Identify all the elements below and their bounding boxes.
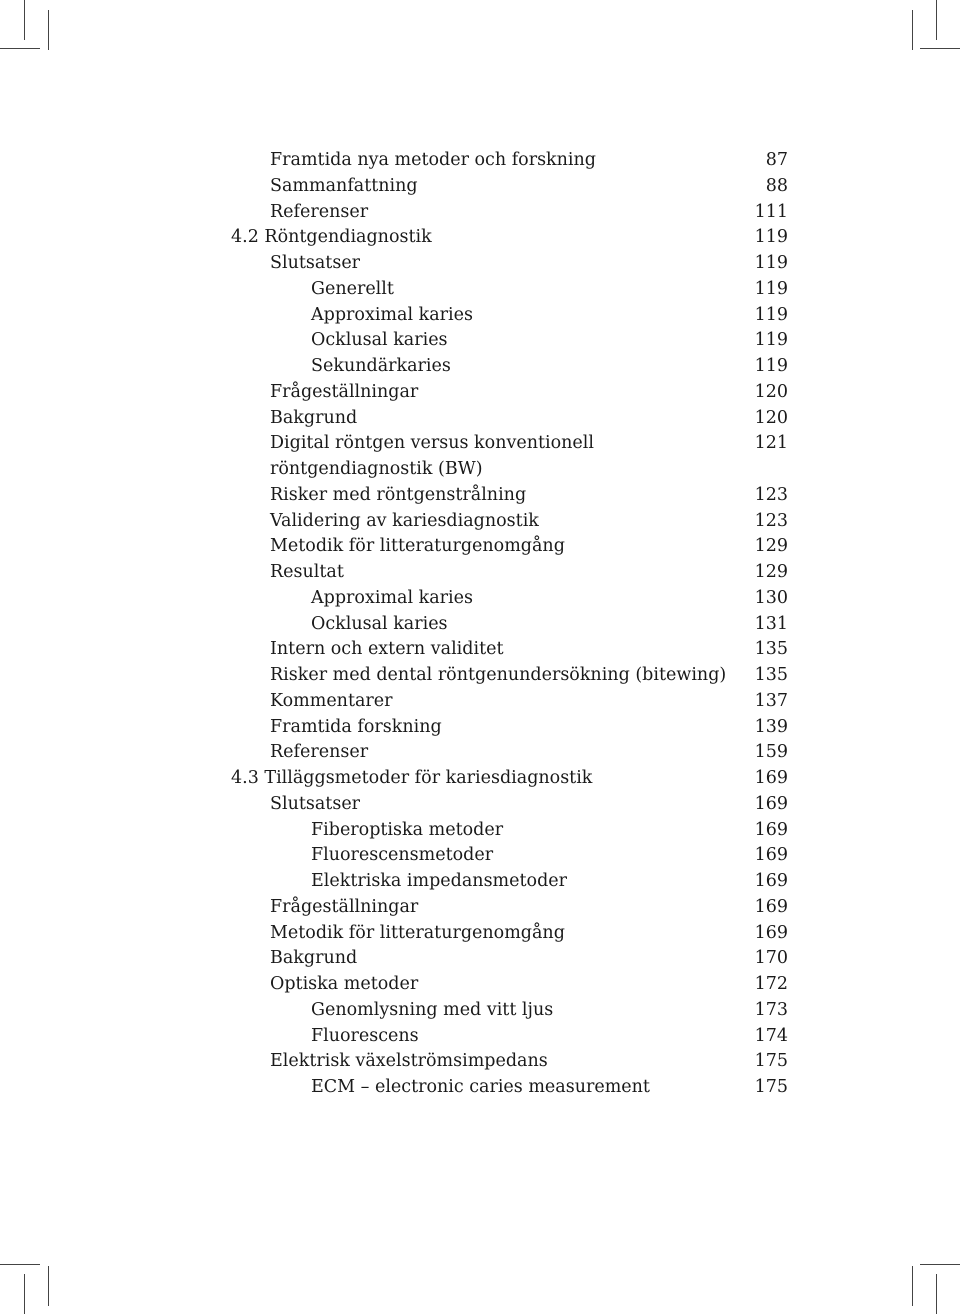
toc-entry[interactable] (231, 869, 791, 895)
toc-entry[interactable] (231, 689, 791, 715)
toc-entry-title: Framtida forskning (270, 716, 442, 737)
toc-entry-title: Slutsatser (270, 253, 361, 273)
toc-entry-title: Fiberoptiska metoder (311, 819, 504, 840)
toc-entry-page-number: 137 (754, 690, 788, 711)
toc-entry[interactable] (231, 972, 791, 998)
toc-entry-title: Risker med röntgenstrålning (270, 484, 527, 505)
toc-entry-title: Approximal karies (311, 587, 473, 608)
crop-mark (920, 1264, 960, 1265)
toc-entry-page-number: 111 (754, 201, 788, 222)
toc-entry[interactable] (231, 766, 791, 792)
toc-entry[interactable] (231, 818, 791, 844)
toc-entry[interactable] (231, 1075, 791, 1101)
toc-entry-title: Approximal karies (311, 304, 473, 325)
toc-entry-title: Fluorescensmetoder (311, 845, 494, 866)
toc-entry-page-number: 119 (754, 304, 788, 325)
toc-entry-title: Slutsatser (270, 793, 361, 814)
toc-entry-page-number: 130 (754, 587, 788, 608)
crop-mark (48, 1266, 49, 1306)
toc-entry-title: Framtida nya metoder och forskning (270, 150, 596, 170)
toc-entry[interactable] (231, 1024, 791, 1050)
crop-mark (912, 10, 913, 50)
toc-entry[interactable] (231, 792, 791, 818)
toc-entry-title: ECM – electronic caries measurement (311, 1077, 650, 1097)
toc-entry-page-number: 169 (754, 845, 788, 866)
crop-mark (0, 1264, 40, 1265)
toc-entry[interactable] (231, 277, 791, 303)
toc-entry-title: Frågeställningar (270, 381, 419, 402)
crop-mark (936, 0, 937, 40)
toc-entry-page-number: 120 (754, 407, 788, 428)
toc-entry[interactable] (231, 637, 791, 663)
toc-entry-page-number: 139 (754, 716, 788, 737)
toc-entry-title: Sekundärkaries (311, 356, 451, 376)
toc-entry-title: 4.2 Röntgendiagnostik (231, 227, 432, 248)
toc-entry-page-number: 119 (754, 227, 788, 248)
toc-entry-page-number: 121 (754, 433, 788, 454)
toc-entry[interactable] (231, 586, 791, 612)
toc-entry-title: Elektrisk växelströmsimpedans (270, 1051, 548, 1072)
toc-entry-page-number: 119 (754, 356, 788, 376)
toc-entry-page-number: 87 (765, 150, 788, 170)
toc-entry[interactable] (231, 921, 791, 947)
crop-mark (912, 1266, 913, 1306)
toc-entry[interactable] (231, 303, 791, 329)
toc-entry-title: Digital röntgen versus konventionell (270, 433, 594, 454)
toc-entry[interactable] (231, 431, 791, 457)
toc-entry-page-number: 169 (754, 819, 788, 840)
toc-entry-title: Kommentarer (270, 690, 393, 711)
toc-entry-page-number: 123 (754, 484, 788, 505)
toc-entry[interactable] (231, 534, 791, 560)
toc-entry[interactable] (231, 328, 791, 354)
toc-entry-title: Risker med dental röntgenundersökning (bitewing) (270, 665, 727, 685)
toc-entry-page-number: 129 (754, 536, 788, 557)
toc-entry-page-number: 135 (754, 665, 788, 685)
toc-entry-page-number: 123 (754, 510, 788, 531)
toc-entry[interactable] (231, 715, 791, 741)
toc-entry-page-number: 131 (754, 613, 788, 634)
toc-entry-page-number: 88 (765, 175, 788, 196)
crop-mark (24, 0, 25, 40)
toc-entry[interactable] (231, 843, 791, 869)
crop-mark (0, 48, 40, 49)
toc-entry[interactable] (231, 560, 791, 586)
toc-entry-page-number: 120 (754, 381, 788, 402)
toc-entry-page-number: 169 (754, 768, 788, 788)
toc-entry[interactable] (231, 483, 791, 509)
toc-entry-page-number: 172 (754, 974, 788, 994)
toc-entry[interactable] (231, 1049, 791, 1075)
toc-entry-page-number: 159 (754, 742, 788, 763)
crop-mark (24, 1274, 25, 1314)
toc-entry-title: Ocklusal karies (311, 330, 448, 351)
toc-entry-title: Referenser (270, 201, 369, 222)
toc-entry-title: Sammanfattning (270, 175, 418, 196)
toc-entry-title: Frågeställningar (270, 896, 419, 917)
toc-entry[interactable] (231, 895, 791, 921)
toc-entry-title: Ocklusal karies (311, 613, 448, 634)
toc-entry-page-number: 119 (754, 253, 788, 273)
toc-entry[interactable] (231, 612, 791, 638)
toc-entry[interactable] (231, 998, 791, 1024)
toc-entry-title: Generellt (311, 278, 394, 299)
toc-entry-page-number: 173 (754, 999, 788, 1020)
toc-entry-page-number: 169 (754, 793, 788, 814)
toc-entry-title: Referenser (270, 742, 369, 763)
toc-entry[interactable] (231, 354, 791, 380)
toc-entry-page-number: 169 (754, 922, 788, 943)
toc-entry-title: Metodik för litteraturgenomgång (270, 922, 565, 943)
toc-entry-page-number: 119 (754, 330, 788, 351)
toc-entry-title: Fluorescens (311, 1025, 419, 1046)
toc-entry[interactable] (231, 663, 791, 689)
toc-entry-page-number: 175 (754, 1051, 788, 1072)
toc-entry-title: Intern och extern validitet (270, 639, 504, 660)
toc-entry[interactable] (231, 740, 791, 766)
toc-entry-page-number: 170 (754, 948, 788, 969)
toc-entry[interactable] (231, 509, 791, 535)
toc-entry[interactable] (231, 174, 791, 200)
toc-entry-page-number: 169 (754, 871, 788, 891)
toc-entry-page-number: 119 (754, 278, 788, 299)
toc-entry-title: Bakgrund (270, 948, 358, 969)
toc-entry-page-number: 175 (754, 1077, 788, 1097)
toc-entry-page-number: 129 (754, 562, 788, 582)
toc-entry-title: Genomlysning med vitt ljus (311, 999, 554, 1020)
toc-entry-title: Metodik för litteraturgenomgång (270, 536, 565, 557)
toc-entry-page-number: 174 (754, 1025, 788, 1046)
toc-entry-page-number: 135 (754, 639, 788, 660)
toc-entry[interactable] (231, 148, 791, 174)
toc-entry[interactable] (231, 380, 791, 406)
crop-mark (48, 10, 49, 50)
toc-entry-title: Optiska metoder (270, 974, 419, 994)
toc-entry[interactable] (231, 251, 791, 277)
crop-mark (936, 1274, 937, 1314)
toc-entry-title: Resultat (270, 562, 344, 582)
toc-entry-title: Bakgrund (270, 407, 358, 428)
toc-entry[interactable] (231, 457, 791, 483)
crop-mark (920, 48, 960, 49)
toc-entry-title: 4.3 Tilläggsmetoder för kariesdiagnostik (231, 768, 593, 788)
toc-entry-title: Elektriska impedansmetoder (311, 871, 567, 891)
toc-entry[interactable] (231, 200, 791, 226)
toc-entry-title: Validering av kariesdiagnostik (270, 510, 539, 531)
toc-entry-page-number: 169 (754, 896, 788, 917)
toc-entry[interactable] (231, 225, 791, 251)
toc-entry[interactable] (231, 946, 791, 972)
table-of-contents (231, 148, 791, 1101)
toc-entry-title: röntgendiagnostik (BW) (270, 459, 483, 479)
toc-entry[interactable] (231, 406, 791, 432)
